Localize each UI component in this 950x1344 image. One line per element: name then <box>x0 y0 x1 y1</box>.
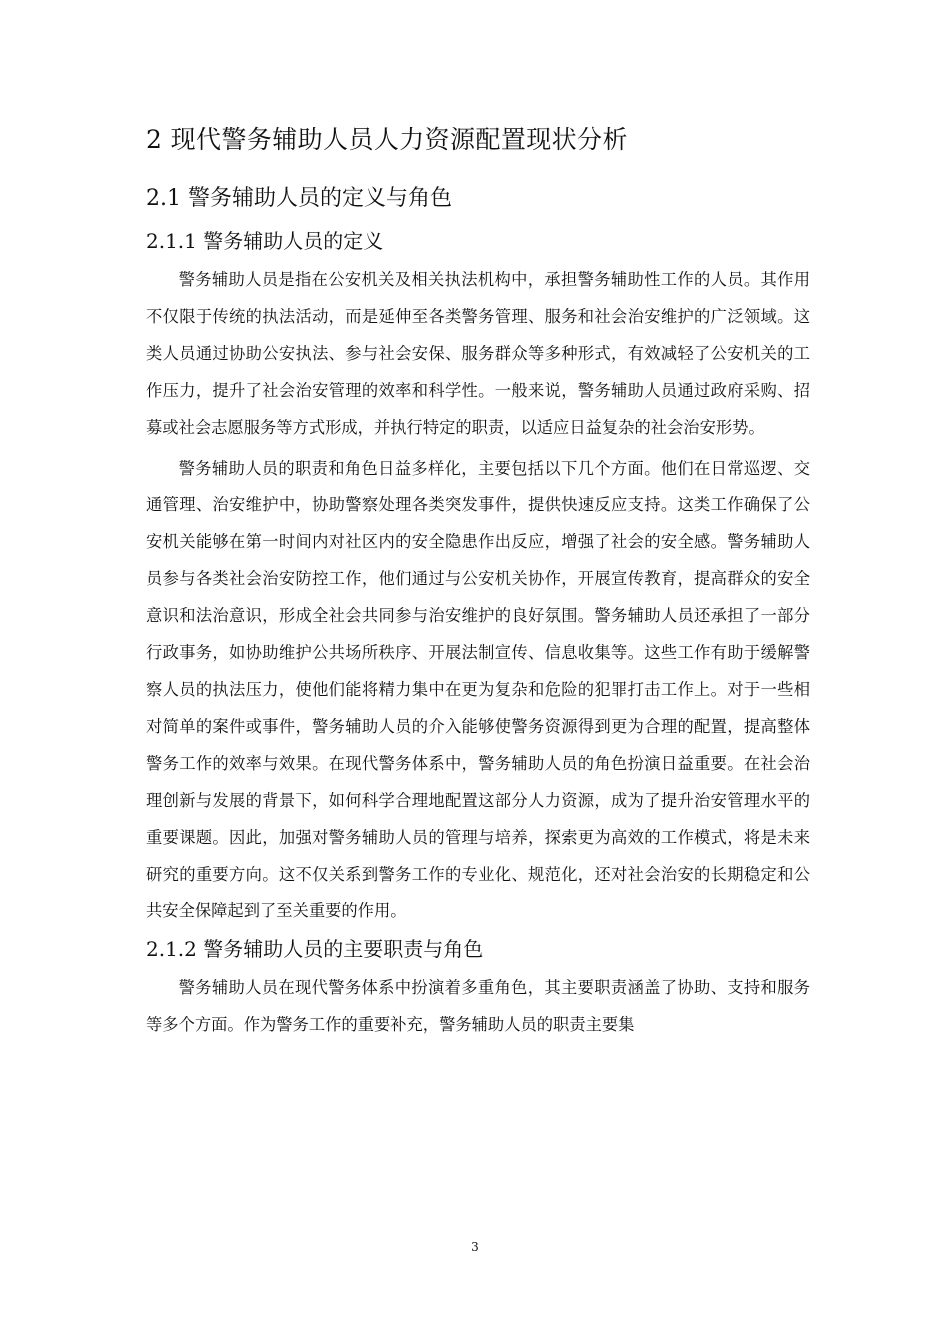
paragraph-duties: 警务辅助人员在现代警务体系中扮演着多重角色，其主要职责涵盖了协助、支持和服务等多个方面。作为警务工作的重要补充，警务辅助人员的职责主要集 <box>146 978 810 1035</box>
section-title: 2.1 警务辅助人员的定义与角色 <box>146 186 452 211</box>
page-number: 3 <box>471 1240 479 1254</box>
subsection-title-duties: 2.1.2 警务辅助人员的主要职责与角色 <box>146 937 484 962</box>
subsection-title-definition: 2.1.1 警务辅助人员的定义 <box>146 229 384 253</box>
chapter-title: 2 现代警务辅助人员人力资源配置现状分析 <box>146 125 628 154</box>
paragraph-roles: 警务辅助人员的职责和角色日益多样化，主要包括以下几个方面。他们在日常巡逻、交通管理、治安维护中，协助警察处理各类突发事件，提供快速反应支持。这类工作确保了公安机关能够在第一时间内对社区内的安全隐患作出反应，增强了社会的安全感。警务辅助人员参与各类社会治安防控工作，他们通过与公安机关协作，开展宣传教育，提高群众的安全意识和法治意识，形成全社会共同参与治安维护的良好氛围。警务辅助人员还承担了一部分行政事务，如协助维护公共场所秩序、开展法制宣传、信息收集等。这些工作有助于缓解警察人员的执法压力，使他们能将精力集中在更为复杂和危险的犯罪打击工作上。对于一些相对简单的案件或事件，警务辅助人员的介入能够使警务资源得到更为合理的配置，提高整体警务工作的效率与效果。在现代警务体系中，警务辅助人员的角色扮演日益重要。在社会治理创新与发展的背景下，如何科学合理地配置这部分人力资源，成为了提升治安管理水平的重要课题。因此，加强对警务辅助人员的管理与培养，探索更为高效的工作模式，将是未来研究的重要方向。这不仅关系到警务工作的专业化、规范化，还对社会治安的长期稳定和公共安全保障起到了至关重要的作用。 <box>146 458 810 921</box>
paragraph-definition: 警务辅助人员是指在公安机关及相关执法机构中，承担警务辅助性工作的人员。其作用不仅限于传统的执法活动，而是延伸至各类警务管理、服务和社会治安维护的广泛领域。这类人员通过协助公安执法、参与社会安保、服务群众等多种形式，有效减轻了公安机关的工作压力，提升了社会治安管理的效率和科学性。一般来说，警务辅助人员通过政府采购、招募或社会志愿服务等方式形成，并执行特定的职责，以适应日益复杂的社会治安形势。 <box>146 270 810 437</box>
page-body <box>146 122 810 1048</box>
